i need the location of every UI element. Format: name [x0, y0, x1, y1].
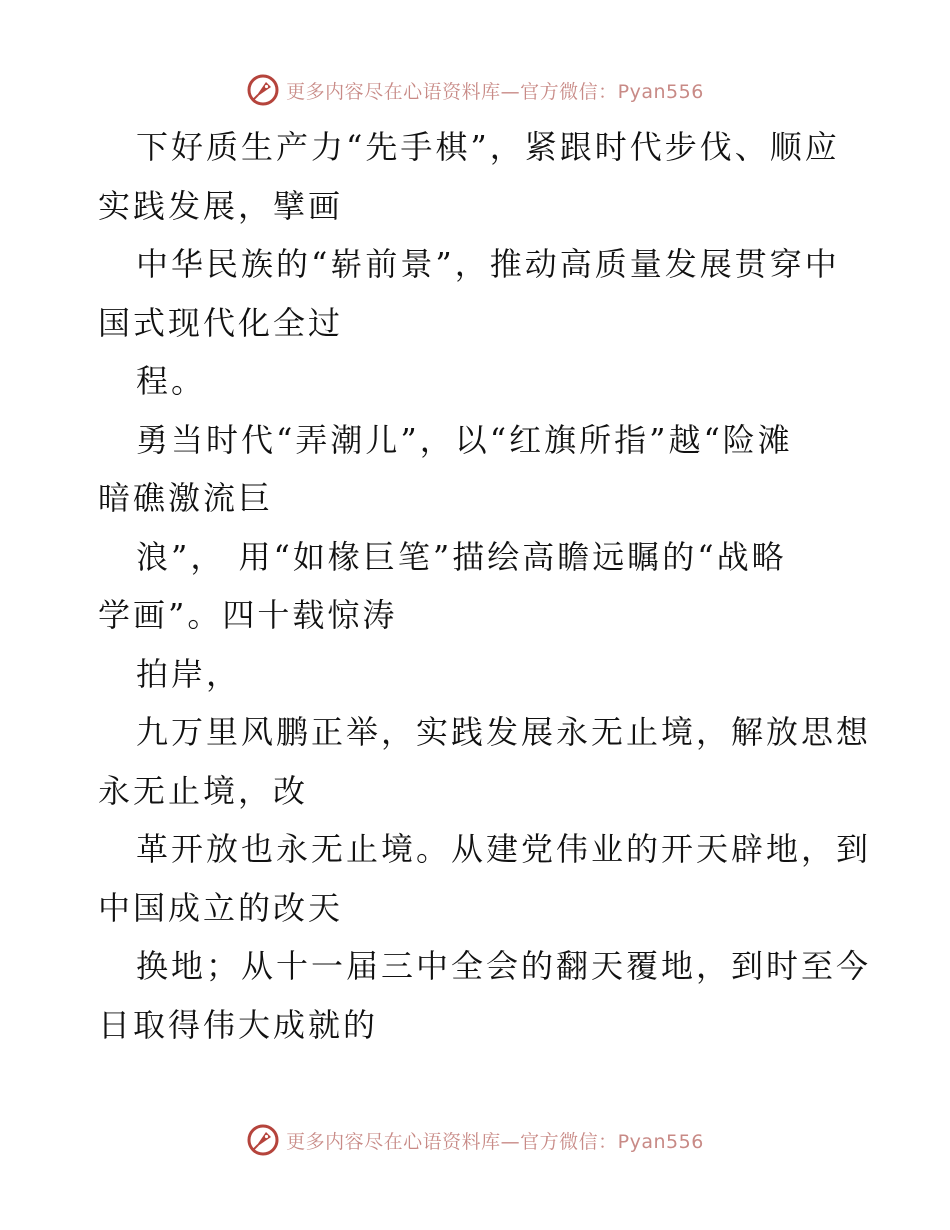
text-line: 中华民族的“崭前景”，推动高质量发展贯穿中	[136, 245, 840, 283]
text-line: 下好质生产力“先手棋”，紧跟时代步伐、顺应	[136, 128, 840, 166]
text-line: 勇当时代“弄潮儿”，以“红旗所指”越“险滩	[136, 420, 793, 459]
footer-banner	[0, 1120, 950, 1160]
text-line: 实践发展，擘画	[98, 186, 344, 225]
text-line: 革开放也永无止境。从建党伟业的开天辟地，到	[136, 830, 872, 868]
text-line: 拍岸，	[136, 654, 242, 693]
text-line: 中国成立的改天	[98, 888, 344, 927]
header-banner	[0, 70, 950, 110]
pen-nib-circle-icon	[246, 1123, 280, 1157]
text-line: 暗礁激流巨	[98, 479, 274, 517]
text-line: 学画”。四十载惊涛	[98, 596, 398, 634]
document-body	[98, 118, 872, 1054]
text-line: 程。	[136, 362, 207, 400]
text-line: 九万里风鹏正举，实践发展永无止境，解放思想	[136, 713, 872, 751]
text-line: 浪”， 用“如椽巨笔”描绘高瞻远瞩的“战略	[136, 537, 787, 576]
text-line: 永无止境，改	[98, 771, 309, 810]
text-line: 换地；从十一届三中全会的翻天覆地，到时至今	[136, 947, 872, 985]
text-line: 日取得伟大成就的	[98, 1005, 379, 1044]
text-line: 国式现代化全过	[98, 303, 344, 342]
header-banner-text: 更多内容尽在心语资料库—官方微信：Pyan556	[286, 80, 704, 103]
pen-nib-circle-icon	[246, 73, 280, 107]
footer-banner-text: 更多内容尽在心语资料库—官方微信：Pyan556	[286, 1130, 704, 1153]
